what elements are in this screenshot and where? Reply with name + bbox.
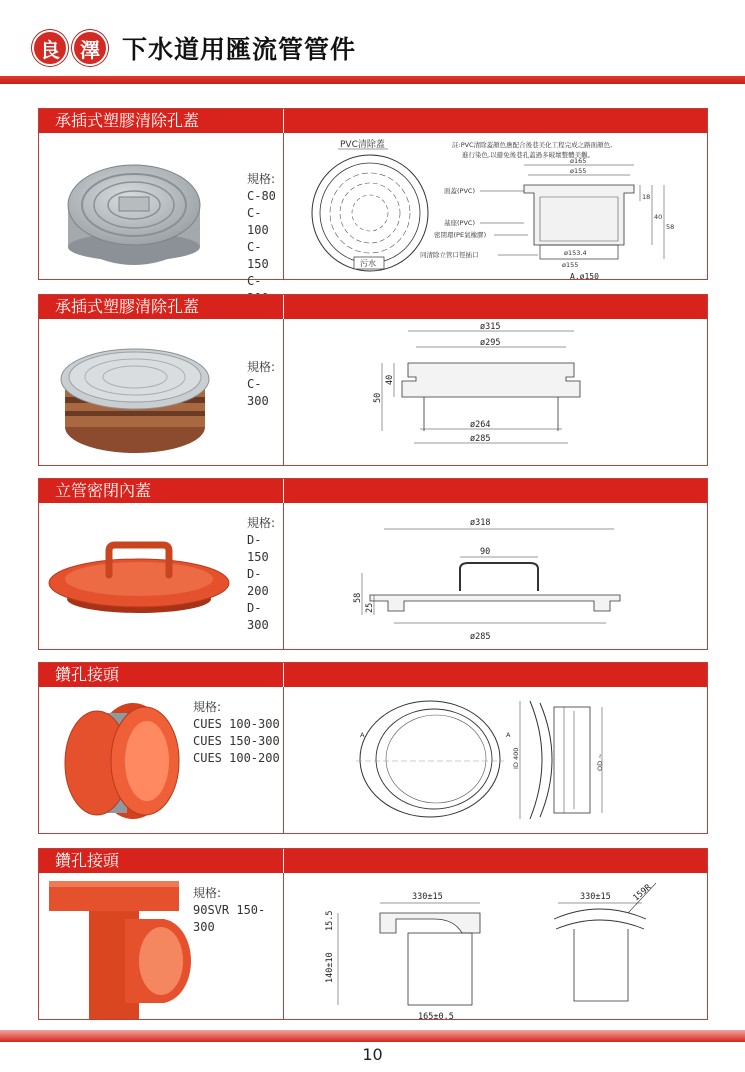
technical-drawing-cell (284, 687, 707, 833)
dim-label: 330±15 (580, 892, 611, 902)
dim-label: 159R (631, 882, 654, 904)
dim-label: 58 (353, 592, 363, 603)
drawing-note-2: 進行染色,以避免後巷孔蓋過多破壞整體美觀。 (462, 151, 595, 159)
cover-label: 污水 (360, 259, 376, 268)
brand-logo (32, 30, 356, 66)
brand-char-2: 澤 (72, 30, 108, 66)
dim-label: 50 (373, 392, 383, 403)
drawing-caption: PVC清除蓋 (340, 140, 385, 150)
product-photo-cell (39, 873, 284, 1019)
technical-drawing-cell (284, 503, 707, 649)
spec-label: 規格: (247, 172, 276, 186)
dim-label: ø315 (480, 322, 501, 332)
dim-label: ID 400 (512, 747, 520, 769)
spec-item: C- (247, 274, 262, 288)
spec-label: 規格: (247, 360, 276, 374)
dim-label: A.ø150 (570, 272, 599, 279)
section-drill-coupling (38, 662, 708, 834)
spec-item: D-150 (247, 533, 269, 564)
spec-item: CUES 150-300 (193, 734, 280, 748)
page-number: 10 (362, 1045, 383, 1064)
dim-label: ø285 (470, 632, 491, 642)
dim-label: 90 (480, 547, 491, 557)
spec-label: 規格: (247, 516, 276, 530)
technical-drawing-cell (284, 873, 707, 1019)
orange-inner-cover-photo (43, 503, 233, 649)
inner-cover-drawing (284, 503, 708, 649)
drawing-note-1: 註:PVC清除蓋顏色應配合後巷美化工程完成之路面顏色, (452, 141, 613, 149)
pvc-cover-photo (49, 133, 229, 279)
product-photo-cell (39, 133, 284, 288)
product-photo-cell (39, 687, 284, 833)
dim-label: ø295 (480, 338, 501, 348)
section-header (39, 295, 707, 319)
technical-drawing-cell (284, 319, 707, 465)
dim-label: ø285 (470, 434, 491, 444)
dim-label: 140±10 (325, 952, 335, 983)
dim-label: A (360, 731, 365, 739)
spec-item: CUES 100-300 (193, 717, 280, 731)
section-drill-coupling-tee (38, 848, 708, 1020)
dim-label: ø264 (470, 420, 491, 430)
section-header (39, 479, 707, 503)
spec-item: C-300 (247, 377, 269, 408)
spec-label: 規格: (193, 886, 222, 900)
dim-label: ø155 (562, 261, 579, 269)
dim-label: OD ~ (596, 753, 604, 771)
part-label: 基座(PVC) (444, 219, 475, 227)
dim-label: ø155 (570, 167, 587, 175)
dim-label: ø165 (570, 157, 587, 165)
spec-item: C-80 (247, 189, 276, 203)
section-title: 鑽孔接頭 (39, 663, 284, 687)
technical-drawing-cell (284, 133, 707, 279)
section-title: 鑽孔接頭 (39, 849, 284, 873)
product-photo-cell (39, 503, 284, 649)
footer-rule (0, 1030, 745, 1042)
spec-item: C-100 (247, 206, 269, 237)
spec-label: 規格: (193, 700, 222, 714)
spec-item: D-200 (247, 567, 269, 598)
section-riser-inner-cover (38, 478, 708, 650)
drill-coupling-photo (53, 687, 193, 833)
title-rule (0, 76, 745, 84)
dim-label: ø318 (470, 518, 491, 528)
section-title: 承插式塑膠清除孔蓋 (39, 109, 284, 133)
section-title: 立管密閉內蓋 (39, 479, 284, 503)
orange-tee-fitting-photo (49, 873, 199, 1019)
dim-label: 165±0.5 (418, 1012, 454, 1019)
dim-label: 15.5 (325, 910, 335, 931)
page-title: 下水道用匯流管管件 (122, 35, 357, 64)
section-cleanout-cover-small (38, 108, 708, 288)
section-header (39, 663, 707, 687)
dim-label: 58 (666, 223, 675, 231)
brand-char-1: 良 (32, 30, 68, 66)
part-label: 密閉環(PE氣橡膠) (434, 231, 487, 239)
dim-label: 18 (642, 193, 651, 201)
section-cleanout-cover-large (38, 294, 708, 466)
part-label: 同清除立管口徑插口 (420, 251, 479, 259)
dim-label: 40 (654, 213, 663, 221)
dim-label: A (506, 731, 511, 739)
spec-item: 90SVR 150-300 (193, 903, 266, 934)
dim-label: 40 (385, 374, 395, 385)
dim-label: ø153.4 (564, 249, 587, 257)
drill-coupling-drawing (284, 687, 708, 833)
part-label: 面蓋(PVC) (444, 187, 475, 195)
cleanout-cover-section-drawing (284, 319, 708, 465)
section-header (39, 109, 707, 133)
cleanout-cover-drawing (284, 133, 708, 279)
dim-label: 25 (365, 602, 375, 613)
pvc-cover-photo (49, 319, 229, 465)
dim-label: 330±15 (412, 892, 443, 902)
spec-item: C-150 (247, 240, 269, 271)
product-photo-cell (39, 319, 284, 465)
spec-item: CUES 100-200 (193, 751, 280, 765)
spec-item: D-300 (247, 601, 269, 632)
section-header (39, 849, 707, 873)
section-title: 承插式塑膠清除孔蓋 (39, 295, 284, 319)
tee-fitting-drawing (284, 873, 708, 1019)
